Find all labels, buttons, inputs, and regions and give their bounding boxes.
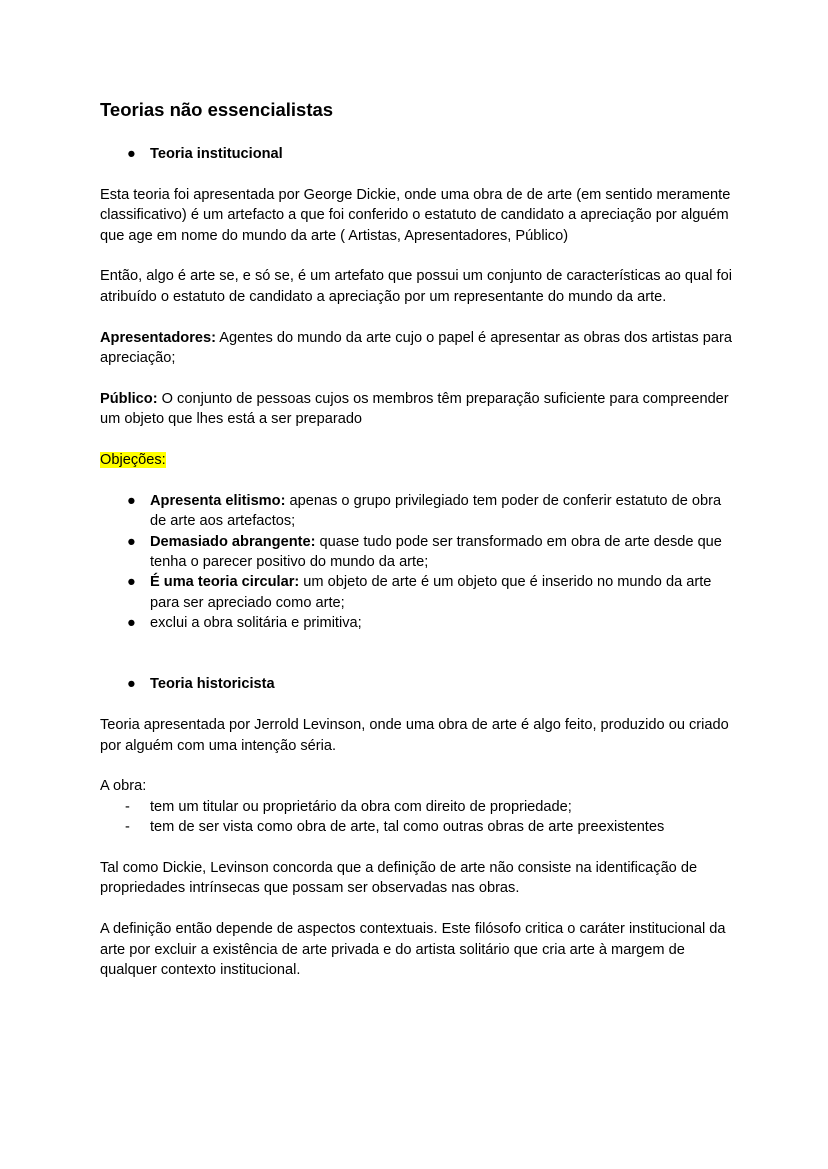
obra-label: A obra: [100,778,147,795]
objection-text: apenas o grupo privilegiado tem poder de conferir estatuto de obra de arte aos artefactos; [150,492,722,530]
paragraph-definition: Então, algo é arte se, e só se, é um artefato que possui um conjunto de características ao qual foi atribuído o estatuto de candidato a apreciação por um representante do mundo da arte. [100,268,732,305]
objection-text: exclui a obra solitária e primitiva; [150,615,362,632]
objection-text: um objeto de arte é um objeto que é inserido no mundo da arte para ser apreciado como arte; [150,574,712,611]
section-heading-label: Teoria institucional [150,146,283,162]
paragraph-intro-dickie: Esta teoria foi apresentada por George Dickie, onde uma obra de de arte (em sentido meramente classificativo) é um artefacto a que foi conferido o estatuto de candidato a apreciação por alguém que age em nome do mundo da arte ( Artistas, Apresentadores, Público) [100,186,731,244]
bullet-icon: ● [127,615,136,632]
text-publico: O conjunto de pessoas cujos os membros têm preparação suficiente para compreender um objeto que lhes está a ser preparado [100,390,729,428]
objections-label-line [100,450,740,470]
list-item [100,532,740,573]
obra-list [100,797,740,838]
list-item [100,491,740,532]
objection-term: Demasiado abrangente: [150,533,316,550]
bullet-icon: ● [127,533,136,550]
objection-term: É uma teoria circular: [150,574,300,591]
text-apresentadores: Agentes do mundo da arte cujo o papel é apresentar as obras dos artistas para apreciação; [100,329,732,367]
bullet-icon: ● [127,146,136,162]
paragraph-apresentadores [100,328,740,369]
bullet-icon: ● [127,676,136,693]
objections-list [100,491,740,634]
objections-label: Objeções: [100,452,166,469]
bullet-icon: ● [127,492,136,509]
list-item [100,797,740,817]
list-item [100,817,740,837]
obra-item-text: tem um titular ou proprietário da obra com direito de propriedade; [150,798,572,815]
list-item [100,613,740,633]
term-publico: Público: [100,390,158,407]
term-apresentadores: Apresentadores: [100,329,216,346]
dash-icon: - [125,819,130,836]
objection-text: quase tudo pode ser transformado em obra de arte desde que tenha o parecer positivo do mundo da arte; [150,533,722,571]
obra-item-text: tem de ser vista como obra de arte, tal como outras obras de arte preexistentes [150,819,665,836]
list-item [100,572,740,613]
paragraph-publico [100,389,740,430]
paragraph-context: A definição então depende de aspectos contextuais. Este filósofo critica o caráter institucional da arte por excluir a existência de arte privada e do artista solitário que cria arte à margem de qualquer contexto institucional. [100,921,726,979]
document-page [100,98,740,980]
section-heading-institucional [100,144,740,164]
section-heading-historicista [100,674,740,694]
page-title: Teorias não essencialistas [100,99,334,120]
objection-term: Apresenta elitismo: [150,492,286,509]
paragraph-levinson-dickie: Tal como Dickie, Levinson concorda que a definição de arte não consiste na identificação de propriedades intrínsecas que possam ser observadas nas obras. [100,860,698,897]
dash-icon: - [125,798,130,815]
section-heading-label: Teoria historicista [150,676,275,693]
bullet-icon: ● [127,574,136,591]
paragraph-intro-levinson: Teoria apresentada por Jerrold Levinson, onde uma obra de arte é algo feito, produzido ou criado por alguém com uma intenção séria. [100,717,729,754]
